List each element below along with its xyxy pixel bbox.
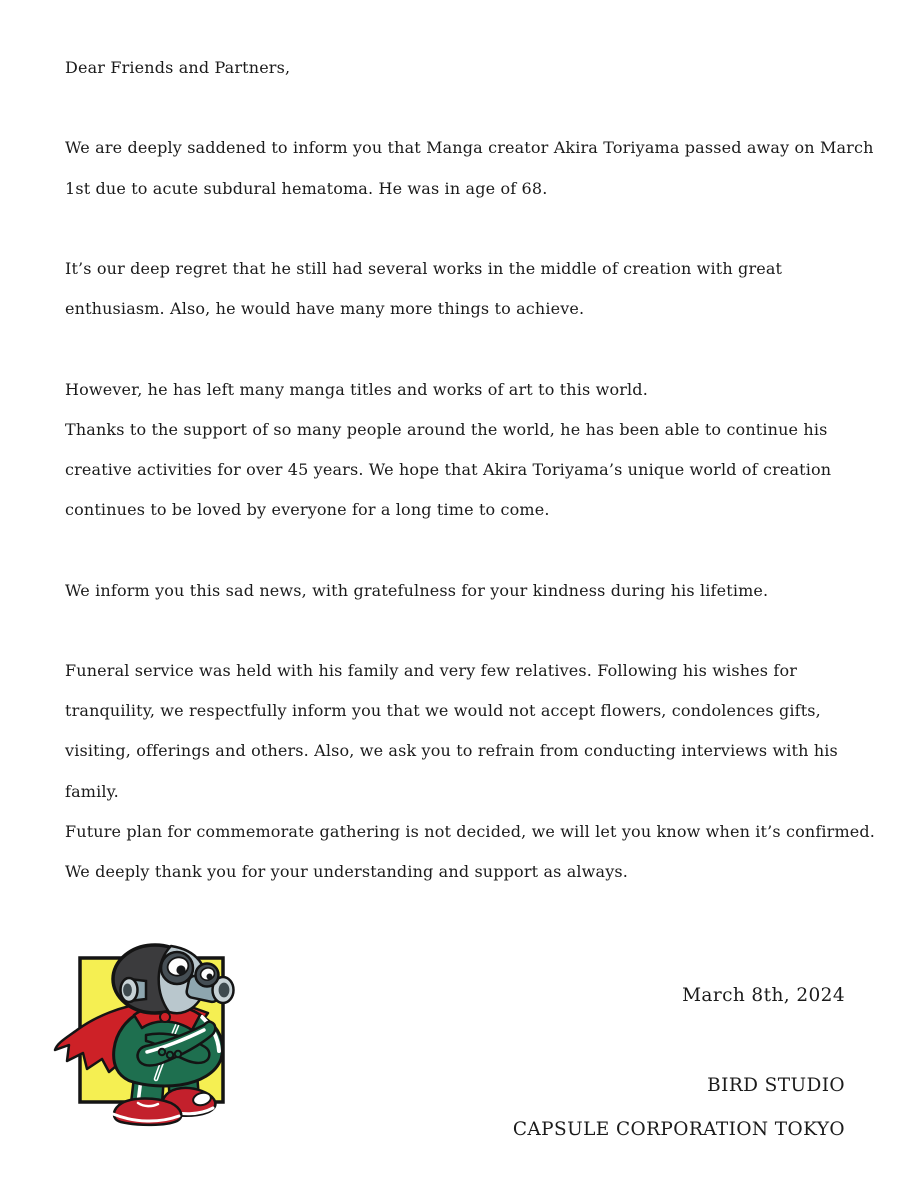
bird-studio-mascot-illustration (50, 933, 245, 1135)
letter-line: family. (65, 781, 119, 801)
letter-line: 1st due to acute subdural hematoma. He was in age of 68. (65, 178, 548, 198)
letter-line: We inform you this sad news, with gratefulness for your kindness during his lifetime. (65, 580, 769, 600)
letter-date: March 8th, 2024 (682, 985, 845, 1006)
mascot-cape-knot (160, 1012, 170, 1022)
paragraph-announcement (65, 128, 874, 208)
paragraph-regret (65, 249, 860, 329)
signature-bird-studio: BIRD STUDIO (707, 1075, 845, 1096)
letter-line: Thanks to the support of so many people around the world, he has been able to continue his (65, 419, 828, 439)
goggle-eye-small (196, 964, 219, 987)
letter-line: However, he has left many manga titles and works of art to this world. (65, 379, 648, 399)
letter-line: continues to be loved by everyone for a long time to come. (65, 500, 550, 520)
letter-body (65, 48, 876, 892)
goggle-eye-large (161, 952, 193, 984)
signature-block (513, 1064, 845, 1152)
letter-line: We deeply thank you for your understanding and support as always. (65, 861, 629, 881)
letter-line: We are deeply saddened to inform you that Manga creator Akira Toriyama passed away on March (65, 138, 874, 158)
letter-line: Funeral service was held with his family and very few relatives. Following his wishes for (65, 660, 798, 680)
letter-line: tranquility, we respectfully inform you that we would not accept flowers, condolences gifts, (65, 701, 821, 721)
letter-line: enthusiasm. Also, he would have many more things to achieve. (65, 299, 585, 319)
letter-line: Dear Friends and Partners, (65, 58, 291, 77)
letter-line: creative activities for over 45 years. We hope that Akira Toriyama’s unique world of creation (65, 459, 832, 479)
letter-line: It’s our deep regret that he still had several works in the middle of creation with great (65, 258, 783, 278)
paragraph-legacy (65, 370, 860, 531)
mask-ear-filter (121, 978, 147, 1002)
letter-line: visiting, offerings and others. Also, we ask you to refrain from conducting interviews with his (65, 741, 838, 761)
paragraph-salutation (65, 48, 860, 88)
paragraph-gratitude (65, 571, 860, 611)
signature-capsule-corporation: CAPSULE CORPORATION TOKYO (512, 1119, 845, 1140)
letter-line: Future plan for commemorate gathering is not decided, we will let you know when it’s confirmed. (65, 821, 876, 841)
paragraph-funeral (65, 651, 876, 892)
